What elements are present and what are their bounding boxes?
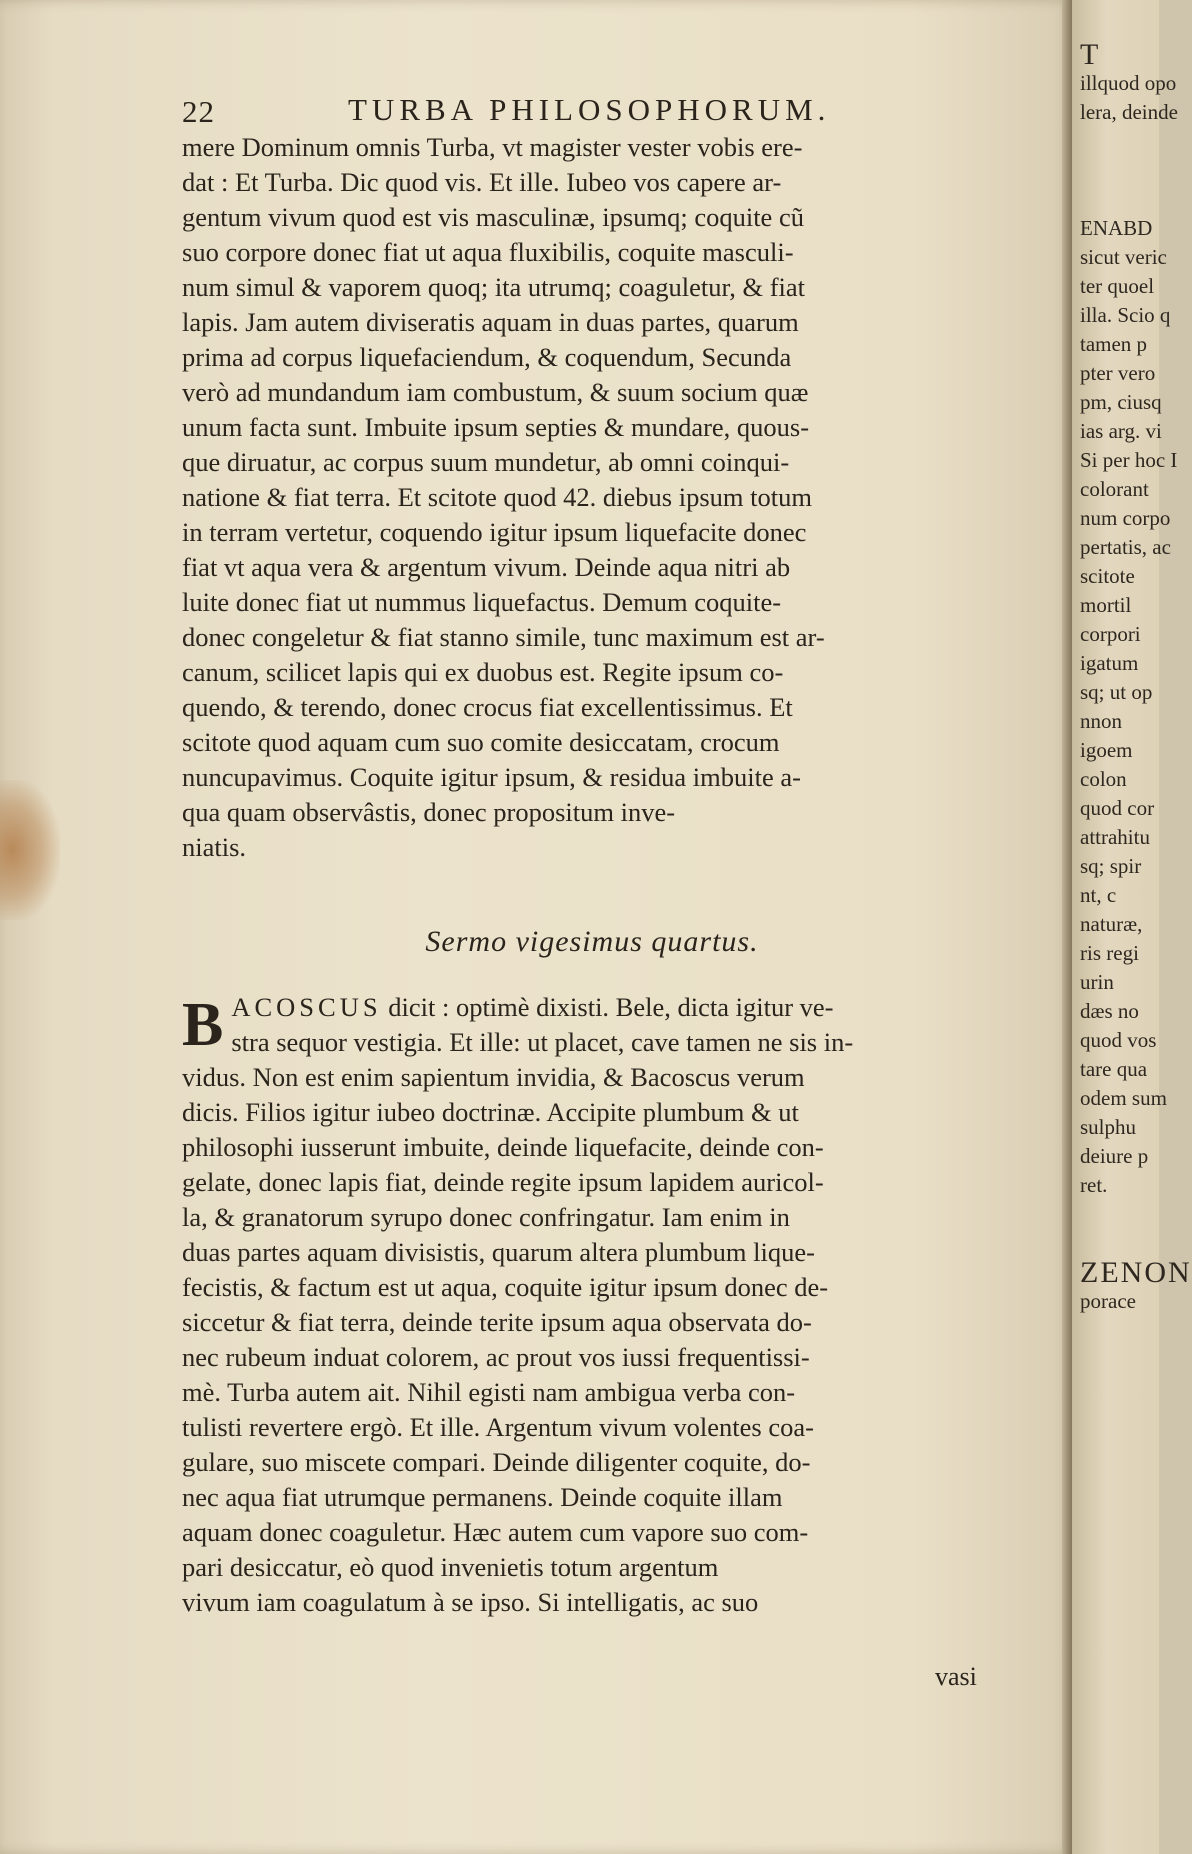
- text-line: natione & fiat terra. Et scitote quod 42. diebus ipsum totum: [182, 482, 812, 512]
- facing-fragment: corpori: [1080, 622, 1141, 646]
- text-line: vidus. Non est enim sapientum invidia, & Bacoscus verum: [182, 1062, 805, 1092]
- text-line: dicis. Filios igitur iubeo doctrinæ. Accipite plumbum & ut: [182, 1097, 799, 1127]
- text-line: suo corpore donec fiat ut aqua fluxibilis, coquite masculi-: [182, 237, 794, 267]
- facing-fragment: sq; ut op: [1080, 680, 1153, 704]
- text-line: stra sequor vestigia. Et ille: ut placet, cave tamen ne sis in-: [231, 1027, 854, 1057]
- facing-fragment: attrahitu: [1080, 825, 1150, 849]
- text-line: lapis. Jam autem diviseratis aquam in duas partes, quarum: [182, 307, 799, 337]
- text-line: luite donec fiat ut nummus liquefactus. Demum coquite-: [182, 587, 782, 617]
- facing-fragment: nt, c: [1080, 883, 1117, 907]
- facing-fragment: ris regi: [1080, 941, 1139, 965]
- book-page-right-facing: [1072, 0, 1192, 1854]
- text-line: unum facta sunt. Imbuite ipsum septies & mundare, quous-: [182, 412, 810, 442]
- facing-fragment: urin: [1080, 970, 1114, 994]
- catchword: vasi: [935, 1662, 977, 1691]
- text-line: quendo, & terendo, donec crocus fiat excellentissimus. Et: [182, 692, 793, 722]
- facing-fragment: pm, ciusq: [1080, 390, 1162, 414]
- text-line: niatis.: [182, 832, 247, 862]
- text-line: mè. Turba autem ait. Nihil egisti nam ambigua verba con-: [182, 1377, 796, 1407]
- text-line: qua quam observâstis, donec propositum inve-: [182, 797, 676, 827]
- text-line: gulare, suo miscete compari. Deinde diligenter coquite, do-: [182, 1447, 811, 1477]
- facing-fragment: tamen p: [1080, 332, 1148, 356]
- text-line: siccetur & fiat terra, deinde terite ipsum aqua observata do-: [182, 1307, 812, 1337]
- text-line: donec congeletur & fiat stanno simile, tunc maximum est ar-: [182, 622, 825, 652]
- text-line: num simul & vaporem quoq; ita utrumq; coaguletur, & fiat: [182, 272, 806, 302]
- facing-fragment: dæs no: [1080, 999, 1139, 1023]
- facing-fragment: colon: [1080, 767, 1127, 791]
- text-line: duas partes aquam divisistis, quarum altera plumbum lique-: [182, 1237, 815, 1267]
- facing-fragment: sulphu: [1080, 1115, 1137, 1139]
- facing-fragment: sicut veric: [1080, 245, 1167, 269]
- facing-fragment: naturæ,: [1080, 912, 1143, 936]
- text-block-previous-sermon: [182, 130, 1002, 865]
- section-heading: Sermo vigesimus quartus.: [425, 925, 759, 958]
- facing-fragment: ZENON: [1080, 1256, 1192, 1289]
- facing-fragment: odem sum: [1080, 1086, 1167, 1110]
- text-block-sermon: [182, 990, 1002, 1620]
- facing-fragment: scitote: [1080, 564, 1135, 588]
- facing-fragment: num corpo: [1080, 506, 1171, 530]
- page-stain: [0, 780, 60, 920]
- text-line: in terram vertetur, coquendo igitur ipsum liquefacite donec: [182, 517, 807, 547]
- text-line: gentum vivum quod est vis masculinæ, ipsumq; coquite cũ: [182, 202, 804, 232]
- page-number: 22: [182, 94, 215, 129]
- facing-fragment: ter quoel: [1080, 274, 1155, 298]
- text-line: scitote quod aquam cum suo comite desiccatam, crocum: [182, 727, 780, 757]
- text-line: gelate, donec lapis fiat, deinde regite ipsum lapidem auricol-: [182, 1167, 824, 1197]
- facing-fragment: [1080, 156, 1170, 185]
- text-line: vivum iam coagulatum à se ipso. Si intelligatis, ac suo: [182, 1587, 759, 1617]
- facing-fragment: [1080, 185, 1170, 214]
- text-line: verò ad mundandum iam combustum, & suum socium quæ: [182, 377, 809, 407]
- facing-fragment: igatum: [1080, 651, 1139, 675]
- facing-fragment: Si per hoc I: [1080, 448, 1178, 472]
- facing-fragment: colorant: [1080, 477, 1149, 501]
- facing-fragment: quod vos: [1080, 1028, 1157, 1052]
- facing-fragment: porace: [1080, 1289, 1136, 1313]
- text-line: dat : Et Turba. Dic quod vis. Et ille. Iubeo vos capere ar-: [182, 167, 782, 197]
- facing-fragment: nnon: [1080, 709, 1122, 733]
- text-line: canum, scilicet lapis qui ex duobus est. Regite ipsum co-: [182, 657, 784, 687]
- facing-fragment: quod cor: [1080, 796, 1155, 820]
- facing-page-text: [1080, 38, 1192, 1316]
- first-line-rest: dicit : optimè dixisti. Bele, dicta igitur ve-: [381, 992, 834, 1022]
- facing-fragment: ias arg. vi: [1080, 419, 1162, 443]
- facing-fragment: pertatis, ac: [1080, 535, 1171, 559]
- text-line: tulisti revertere ergò. Et ille. Argentum vivum volentes coa-: [182, 1412, 814, 1442]
- text-line: la, & granatorum syrupo donec confringatur. Iam enim in: [182, 1202, 790, 1232]
- facing-fragment: illa. Scio q: [1080, 303, 1171, 327]
- facing-fragment: T: [1080, 38, 1101, 71]
- text-line: prima ad corpus liquefaciendum, & coquendum, Secunda: [182, 342, 792, 372]
- facing-fragment: ENABD: [1080, 216, 1153, 240]
- speaker-name: ACOSCUS: [231, 992, 382, 1022]
- running-title: TURBA PHILOSOPHORUM.: [348, 92, 831, 127]
- facing-fragment: illquod opo: [1080, 71, 1177, 95]
- facing-fragment: [1080, 1229, 1170, 1258]
- facing-fragment: deiure p: [1080, 1144, 1149, 1168]
- text-line: fecistis, & factum est ut aqua, coquite igitur ipsum donec de-: [182, 1272, 829, 1302]
- facing-fragment: mortil: [1080, 593, 1132, 617]
- facing-fragment: lera, deinde: [1080, 100, 1178, 124]
- facing-fragment: tare qua: [1080, 1057, 1148, 1081]
- text-line: pari desiccatur, eò quod invenietis totum argentum: [182, 1552, 719, 1582]
- text-line: aquam donec coaguletur. Hæc autem cum vapore suo com-: [182, 1517, 809, 1547]
- facing-fragment: [1080, 127, 1170, 156]
- text-line: philosophi iusserunt imbuite, deinde liquefacite, deinde con-: [182, 1132, 824, 1162]
- text-line: fiat vt aqua vera & argentum vivum. Deinde aqua nitri ab: [182, 552, 791, 582]
- facing-fragment: [1080, 1200, 1170, 1229]
- text-line: nec rubeum induat colorem, ac prout vos iussi frequentissi-: [182, 1342, 810, 1372]
- drop-cap: B: [182, 991, 224, 1059]
- facing-fragment: sq; spir: [1080, 854, 1142, 878]
- text-line: mere Dominum omnis Turba, vt magister vester vobis ere-: [182, 132, 803, 162]
- facing-fragment: igoem: [1080, 738, 1133, 762]
- facing-fragment: ret.: [1080, 1173, 1108, 1197]
- page-header: [182, 90, 1017, 130]
- facing-fragment: pter vero: [1080, 361, 1156, 385]
- text-line: que diruatur, ac corpus suum mundetur, ab omni coinqui-: [182, 447, 790, 477]
- text-line: nuncupavimus. Coquite igitur ipsum, & residua imbuite a-: [182, 762, 801, 792]
- text-line: nec aqua fiat utrumque permanens. Deinde coquite illam: [182, 1482, 783, 1512]
